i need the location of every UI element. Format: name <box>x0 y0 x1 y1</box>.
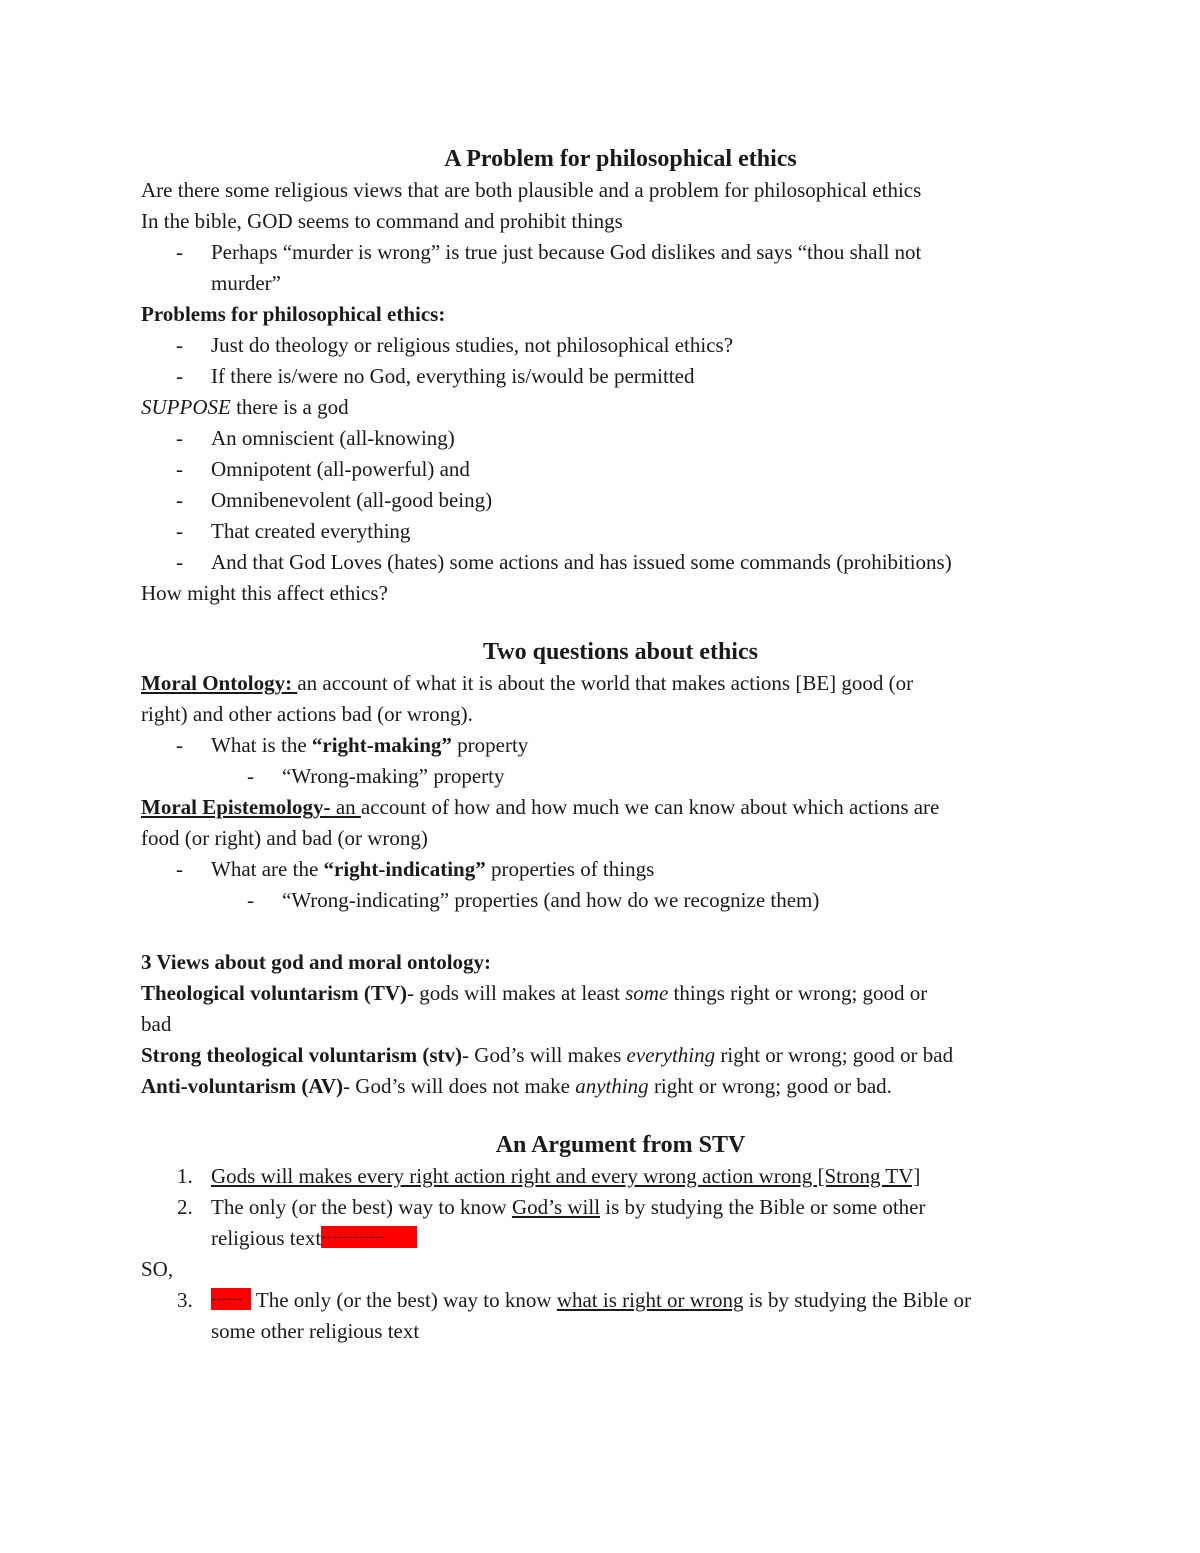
conclusion-line-2: some other religious text <box>211 1319 420 1343</box>
god-property-item <box>141 423 1100 454</box>
premise-2-line-1 <box>211 1192 1100 1223</box>
tv-line-2: bad <box>141 1012 172 1036</box>
god-property-text: An omniscient (all-knowing) <box>211 426 455 450</box>
god-property-text: Omnibenevolent (all-good being) <box>211 488 493 512</box>
wrong-making-item <box>141 761 1100 792</box>
problem-text: If there is/were no God, everything is/would be permitted <box>211 364 695 388</box>
bullet-dash: - <box>176 457 183 481</box>
right-making-pre: What is the <box>211 733 312 757</box>
intro-line-1: Are there some religious views that are both plausible and a problem for philosophical ethics <box>141 178 922 202</box>
moral-epistemology-an: an <box>330 795 361 819</box>
red-highlight-mark: ------------ <box>321 1226 417 1248</box>
bullet-murder-line-2: murder” <box>211 271 281 295</box>
right-indicating-post: properties of things <box>485 857 655 881</box>
tv-text-b: things right or wrong; good or <box>668 981 928 1005</box>
av-text-italic: anything <box>575 1074 649 1098</box>
conclusion-3 <box>141 1285 1100 1347</box>
right-making-item <box>141 730 1100 761</box>
premise-2-line-2 <box>211 1223 1100 1254</box>
wrong-indicating-item <box>141 885 1100 916</box>
suppose-line <box>141 392 1100 423</box>
affect-question: How might this affect ethics? <box>141 581 388 605</box>
stv-text-a: - God’s will makes <box>462 1043 627 1067</box>
moral-ontology-line-2: right) and other actions bad (or wrong). <box>141 702 473 726</box>
right-indicating-term: “right-indicating” <box>323 857 486 881</box>
tv-text-a: - gods will makes at least <box>407 981 626 1005</box>
god-property-item <box>141 547 1100 578</box>
bullet-murder <box>141 237 1100 299</box>
premise-2-underlined: God’s will <box>511 1195 601 1219</box>
god-property-text: Omnipotent (all-powerful) and <box>211 457 470 481</box>
tv-term: Theological voluntarism (TV) <box>141 981 407 1005</box>
three-views-heading: 3 Views about god and moral ontology: <box>141 950 492 974</box>
premise-number: 1. <box>177 1164 193 1188</box>
title-argument-stv: An Argument from STV <box>495 1132 746 1158</box>
bullet-dash: - <box>176 550 183 574</box>
title-problem: A Problem for philosophical ethics <box>444 146 797 172</box>
god-property-text: That created everything <box>211 519 411 543</box>
so-line: SO, <box>141 1257 174 1281</box>
red-highlight-mark: ------ <box>211 1288 251 1310</box>
wrong-indicating-text: “Wrong-indicating” properties (and how do we recognize them) <box>282 888 820 912</box>
moral-epistemology-term: Moral Epistemology- <box>141 795 331 819</box>
right-indicating-pre: What are the <box>211 857 324 881</box>
moral-ontology-line-1 <box>141 668 1100 699</box>
av-text-b: right or wrong; good or bad. <box>648 1074 892 1098</box>
moral-epistemology-line-2: food (or right) and bad (or wrong) <box>141 826 428 850</box>
av-line <box>141 1071 1100 1102</box>
suppose-word: SUPPOSE <box>141 395 231 419</box>
problem-item <box>141 361 1100 392</box>
conclusion-text-b: is by studying the Bible or <box>743 1288 971 1312</box>
bullet-dash: - <box>176 733 183 757</box>
stv-text-b: right or wrong; good or bad <box>715 1043 954 1067</box>
wrong-making-text: “Wrong-making” property <box>282 764 505 788</box>
premise-2 <box>141 1192 1100 1254</box>
stv-term: Strong theological voluntarism (stv) <box>141 1043 463 1067</box>
tv-text-italic: some <box>625 981 669 1005</box>
premise-number: 2. <box>177 1195 193 1219</box>
bullet-dash: - <box>176 488 183 512</box>
moral-ontology-def: an account of what it is about the world that makes actions [BE] good (or <box>297 671 914 695</box>
stv-text-italic: everything <box>626 1043 716 1067</box>
moral-epistemology-line-1 <box>141 792 1100 823</box>
conclusion-text-a: The only (or the best) way to know <box>251 1288 557 1312</box>
bullet-dash: - <box>176 240 183 264</box>
conclusion-underlined: what is right or wrong <box>556 1288 744 1312</box>
god-property-text: And that God Loves (hates) some actions and has issued some commands (prohibitions) <box>211 550 952 574</box>
premise-2-text-b: is by studying the Bible or some other <box>600 1195 926 1219</box>
spacer <box>141 916 1100 947</box>
premise-2-text-c: religious text <box>211 1226 322 1250</box>
problem-text: Just do theology or religious studies, not philosophical ethics? <box>211 333 734 357</box>
premise-1 <box>141 1161 1100 1192</box>
moral-ontology-term: Moral Ontology: <box>141 671 298 695</box>
right-indicating-item <box>141 854 1100 885</box>
bullet-dash: - <box>176 426 183 450</box>
problems-heading: Problems for philosophical ethics: <box>141 302 446 326</box>
av-term: Anti-voluntarism (AV) <box>141 1074 344 1098</box>
premise-1-text: Gods will makes every right action right and every wrong action wrong [Strong TV] <box>211 1164 921 1188</box>
problem-item <box>141 330 1100 361</box>
bullet-dash: - <box>247 764 254 788</box>
title-two-questions: Two questions about ethics <box>483 639 758 665</box>
premise-2-text-a: The only (or the best) way to know <box>211 1195 512 1219</box>
bullet-dash: - <box>176 333 183 357</box>
god-property-item <box>141 516 1100 547</box>
god-property-item <box>141 485 1100 516</box>
premise-number: 3. <box>177 1288 193 1312</box>
bullet-dash: - <box>176 519 183 543</box>
intro-line-2: In the bible, GOD seems to command and prohibit things <box>141 209 623 233</box>
bullet-murder-line-1: Perhaps “murder is wrong” is true just because God dislikes and says “thou shall not <box>211 240 922 264</box>
god-property-item <box>141 454 1100 485</box>
bullet-dash: - <box>247 888 254 912</box>
bullet-dash: - <box>176 857 183 881</box>
moral-epistemology-def: account of how and how much we can know about which actions are <box>360 795 940 819</box>
stv-line <box>141 1040 1100 1071</box>
tv-line-1 <box>141 978 1100 1009</box>
conclusion-line-1 <box>211 1285 1100 1316</box>
av-text-a: - God’s will does not make <box>343 1074 576 1098</box>
suppose-rest: there is a god <box>230 395 349 419</box>
bullet-dash: - <box>176 364 183 388</box>
right-making-post: property <box>451 733 529 757</box>
right-making-term: “right-making” <box>311 733 452 757</box>
